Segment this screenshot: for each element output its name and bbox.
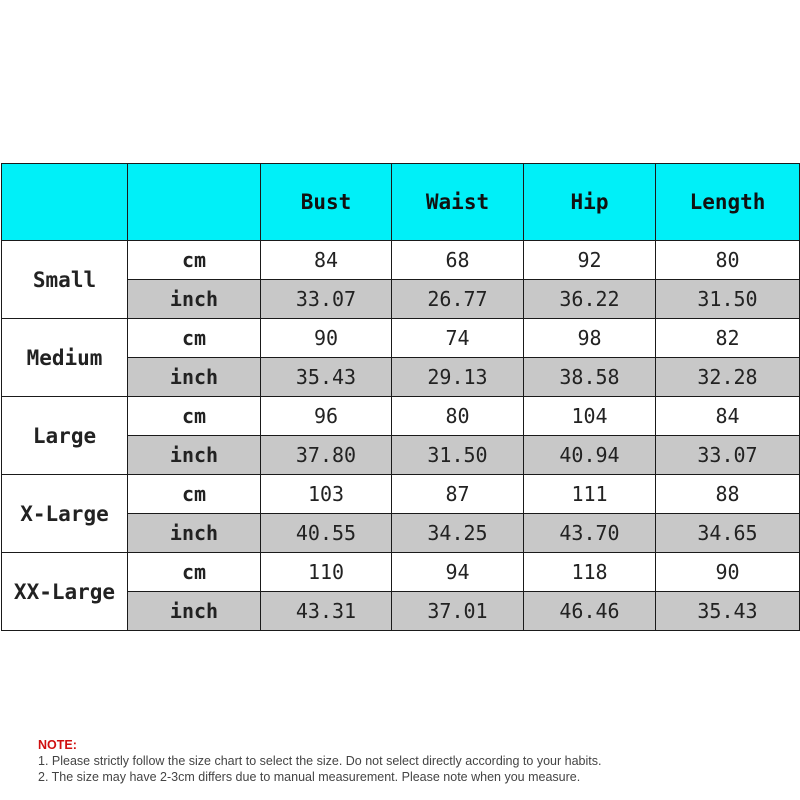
length-cell: 32.28 — [656, 358, 800, 397]
size-label: Medium — [2, 319, 128, 397]
unit-label: inch — [128, 514, 261, 553]
length-cell: 90 — [656, 553, 800, 592]
size-label: Small — [2, 241, 128, 319]
bust-cell: 84 — [261, 241, 392, 280]
header-row — [2, 164, 800, 241]
unit-label: cm — [128, 397, 261, 436]
header-blank-size — [2, 164, 128, 241]
size-notes — [38, 737, 601, 785]
bust-cell: 110 — [261, 553, 392, 592]
table-row — [2, 319, 800, 358]
size-label: Large — [2, 397, 128, 475]
waist-cell: 29.13 — [392, 358, 524, 397]
unit-label: inch — [128, 436, 261, 475]
bust-cell: 37.80 — [261, 436, 392, 475]
length-cell: 80 — [656, 241, 800, 280]
waist-cell: 37.01 — [392, 592, 524, 631]
unit-label: inch — [128, 592, 261, 631]
bust-cell: 35.43 — [261, 358, 392, 397]
size-label: XX-Large — [2, 553, 128, 631]
note-title: NOTE: — [38, 738, 77, 752]
hip-cell: 40.94 — [524, 436, 656, 475]
hip-cell: 36.22 — [524, 280, 656, 319]
bust-cell: 103 — [261, 475, 392, 514]
length-cell: 34.65 — [656, 514, 800, 553]
hip-cell: 46.46 — [524, 592, 656, 631]
length-cell: 82 — [656, 319, 800, 358]
unit-label: cm — [128, 241, 261, 280]
header-blank-unit — [128, 164, 261, 241]
waist-cell: 31.50 — [392, 436, 524, 475]
bust-cell: 90 — [261, 319, 392, 358]
note-line-2: 2. The size may have 2-3cm differs due to manual measurement. Please note when you measure. — [38, 770, 581, 784]
table-row — [2, 397, 800, 436]
length-cell: 88 — [656, 475, 800, 514]
table-row — [2, 553, 800, 592]
header-bust: Bust — [261, 164, 392, 241]
header-waist: Waist — [392, 164, 524, 241]
header-hip: Hip — [524, 164, 656, 241]
length-cell: 35.43 — [656, 592, 800, 631]
length-cell: 84 — [656, 397, 800, 436]
hip-cell: 111 — [524, 475, 656, 514]
note-line-1: 1. Please strictly follow the size chart to select the size. Do not select directly according to your habits. — [38, 754, 602, 768]
table-row — [2, 241, 800, 280]
waist-cell: 68 — [392, 241, 524, 280]
hip-cell: 92 — [524, 241, 656, 280]
waist-cell: 34.25 — [392, 514, 524, 553]
hip-cell: 118 — [524, 553, 656, 592]
bust-cell: 40.55 — [261, 514, 392, 553]
hip-cell: 104 — [524, 397, 656, 436]
table-row — [2, 475, 800, 514]
waist-cell: 74 — [392, 319, 524, 358]
size-chart-table — [1, 163, 800, 631]
bust-cell: 43.31 — [261, 592, 392, 631]
bust-cell: 33.07 — [261, 280, 392, 319]
unit-label: cm — [128, 553, 261, 592]
bust-cell: 96 — [261, 397, 392, 436]
hip-cell: 43.70 — [524, 514, 656, 553]
size-label: X-Large — [2, 475, 128, 553]
waist-cell: 26.77 — [392, 280, 524, 319]
length-cell: 31.50 — [656, 280, 800, 319]
header-length: Length — [656, 164, 800, 241]
unit-label: inch — [128, 280, 261, 319]
unit-label: cm — [128, 475, 261, 514]
unit-label: inch — [128, 358, 261, 397]
hip-cell: 38.58 — [524, 358, 656, 397]
waist-cell: 87 — [392, 475, 524, 514]
hip-cell: 98 — [524, 319, 656, 358]
length-cell: 33.07 — [656, 436, 800, 475]
waist-cell: 94 — [392, 553, 524, 592]
waist-cell: 80 — [392, 397, 524, 436]
unit-label: cm — [128, 319, 261, 358]
